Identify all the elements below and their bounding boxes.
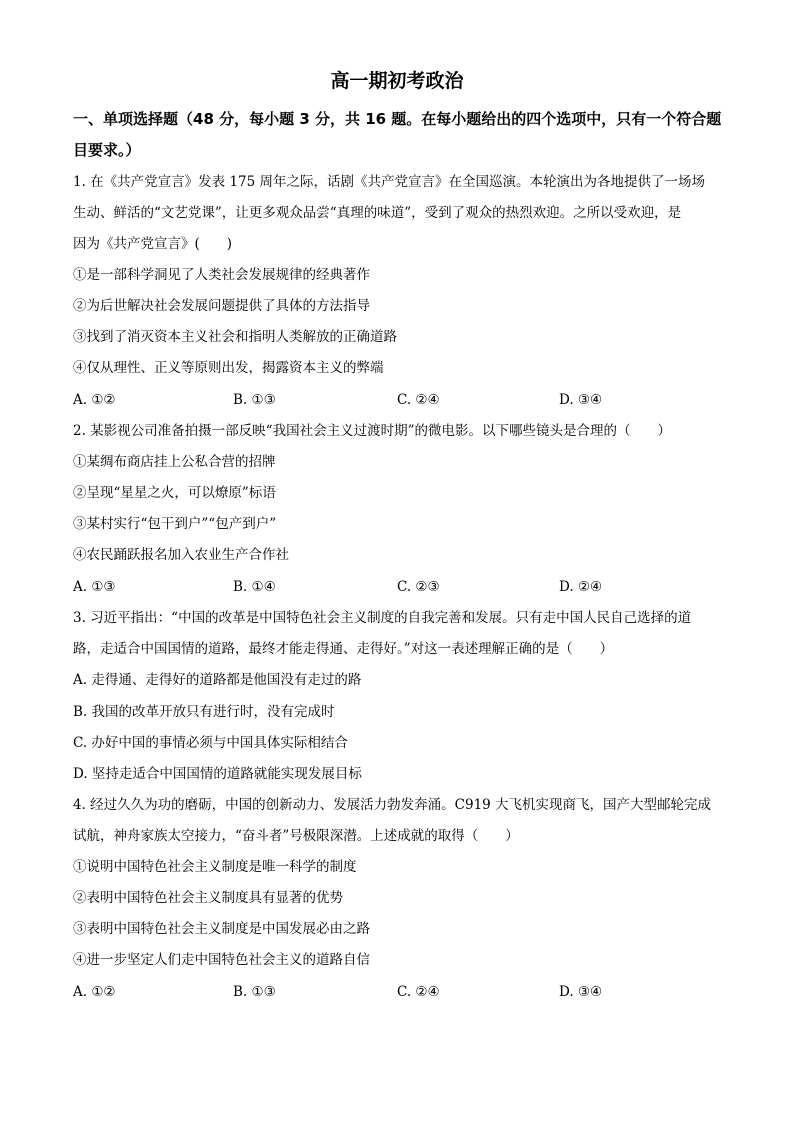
question-1-item-3: ③找到了消灭资本主义社会和指明人类解放的正确道路 — [73, 329, 397, 345]
question-3-stem-line-1: 3. 习近平指出：“中国的改革是中国特色社会主义制度的自我完善和发展。只有走中国人民自己选择的道 — [73, 610, 692, 626]
question-2-options — [73, 577, 733, 597]
question-3-choice-d: D. 坚持走适合中国国情的道路就能实现发展目标 — [73, 766, 362, 782]
question-2-option-c: C. ②③ — [397, 579, 440, 595]
question-1-item-4: ④仅从理性、正义等原则出发，揭露资本主义的弊端 — [73, 360, 384, 376]
question-1-option-b: B. ①③ — [233, 392, 276, 408]
question-4-item-3: ③表明中国特色社会主义制度是中国发展必由之路 — [73, 921, 370, 937]
question-1-item-1: ①是一部科学洞见了人类社会发展规律的经典著作 — [73, 267, 370, 283]
question-2-item-2: ②呈现“星星之火，可以燎原”标语 — [73, 485, 276, 501]
question-1-stem-line-2: 生动、鲜活的“文艺党课”，让更多观众品尝“真理的味道”，受到了观众的热烈欢迎。之所以受欢迎，是 — [73, 205, 682, 221]
question-2-option-d: D. ②④ — [559, 579, 603, 595]
question-3-choice-a: A. 走得通、走得好的道路都是他国没有走过的路 — [73, 672, 362, 688]
question-2-stem-line-1: 2. 某影视公司准备拍摄一部反映“我国社会主义过渡时期”的微电影。以下哪些镜头是合理的（ ） — [73, 423, 671, 439]
question-3-choice-b: B. 我国的改革开放只有进行时，没有完成时 — [73, 704, 335, 720]
question-3-choice-c: C. 办好中国的事情必须与中国具体实际相结合 — [73, 735, 348, 751]
question-2-option-b: B. ①④ — [233, 579, 276, 595]
question-1-options — [73, 390, 733, 410]
question-1-item-2: ②为后世解决社会发展问题提供了具体的方法指导 — [73, 298, 370, 314]
question-2-item-4: ④农民踊跃报名加入农业生产合作社 — [73, 547, 289, 563]
question-4-options — [73, 982, 733, 1002]
page-title: 高一期初考政治 — [330, 70, 464, 92]
question-4-item-4: ④进一步坚定人们走中国特色社会主义的道路自信 — [73, 952, 370, 968]
question-4-stem-line-1: 4. 经过久久为功的磨砺，中国的创新动力、发展活力勃发奔涌。C919 大飞机实现商飞，国产大型邮轮完成 — [73, 797, 712, 813]
question-4-option-b: B. ①③ — [233, 984, 276, 1000]
question-1-stem-line-1: 1. 在《共产党宣言》发表 175 周年之际，话剧《共产党宣言》在全国巡演。本轮演出为各地提供了一场场 — [73, 174, 706, 190]
question-4-stem-line-2: 试航，神舟家族太空接力，“奋斗者”号极限深潜。上述成就的取得（ ） — [73, 828, 519, 844]
section-heading: 一、单项选择题（48 分，每小题 3 分，共 16 题。在每小题给出的四个选项中，只有一个符合题目要求。） — [73, 110, 722, 159]
question-4-option-d: D. ③④ — [559, 984, 603, 1000]
question-2-item-1: ①某绸布商店挂上公私合营的招牌 — [73, 454, 276, 470]
question-1-option-c: C. ②④ — [397, 392, 440, 408]
question-2-option-a: A. ①③ — [73, 579, 116, 595]
question-4-option-c: C. ②④ — [397, 984, 440, 1000]
question-2-item-3: ③某村实行“包干到户”“包产到户” — [73, 516, 277, 532]
question-1-option-d: D. ③④ — [559, 392, 603, 408]
question-4-item-1: ①说明中国特色社会主义制度是唯一科学的制度 — [73, 859, 357, 875]
question-1-option-a: A. ①② — [73, 392, 116, 408]
question-4-option-a: A. ①② — [73, 984, 116, 1000]
question-4-item-2: ②表明中国特色社会主义制度具有显著的优势 — [73, 890, 343, 906]
question-3-stem-line-2: 路，走适合中国国情的道路，最终才能走得通、走得好。”对这一表述理解正确的是（ ） — [73, 641, 614, 657]
question-1-stem-line-3: 因为《共产党宣言》( ) — [73, 236, 233, 252]
